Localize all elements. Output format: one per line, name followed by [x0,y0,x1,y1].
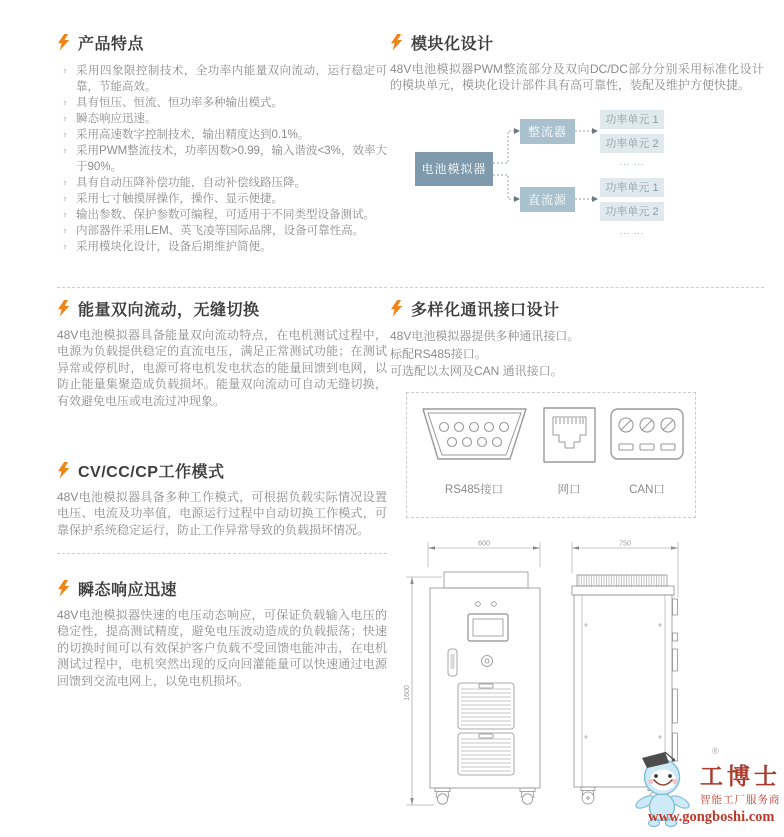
feature-text: 采用模块化设计，设备后期维护简便。 [76,241,272,253]
lightning-icon [390,300,403,317]
feature-list [57,63,387,255]
dimension-width-label: 600 [478,540,490,548]
section-title: 产品特点 [78,35,145,53]
bullet-marker: › [63,97,67,109]
dimension-depth-label: 750 [619,540,631,548]
ports-panel [406,392,696,518]
lightning-icon [390,34,403,51]
section-body: 48V电池模拟器具备能量双向流动特点，在电机测试过程中，电源为负载提供稳定的直流电压，满足正常测试功能；在测试异常或停机时，电源可将电机发电状态的能量回馈到电网，以防止能量集聚造成负载损坏。能量双向流动可自动无缝切换，有效避免电压或电流过冲现象。 [57,328,387,408]
section-comm [390,298,764,381]
right-column [390,32,764,832]
list-item [63,143,387,175]
lightning-icon [57,580,70,597]
list-item [63,63,387,95]
section-energy [57,298,387,409]
feature-text: 输出参数、保护参数可编程，可适用于不同类型设备测试。 [76,209,375,221]
section-divider [57,553,387,554]
feature-text: 具有自动压降补偿功能，自动补偿线路压降。 [76,177,306,189]
section-transient [57,578,387,689]
diagram-branch-box-dc-source: 直流源 [520,187,575,212]
diagram-ellipsis: ... ... [619,156,645,167]
list-item [63,191,387,207]
diagram-ellipsis: ... ... [619,225,645,236]
lightning-icon [57,300,70,317]
section-header [390,32,764,52]
section-header [57,298,387,318]
section-modes [57,460,387,538]
bullet-marker: › [63,177,67,189]
section-features [57,32,387,255]
diagram-unit-box: 功率单元 1 [600,178,664,197]
dimension-height-label: 1600 [404,685,411,701]
feature-text: 内部器件采用LEM、英飞凌等国际品牌，设备可靠性高。 [76,225,365,237]
bullet-marker: › [63,193,67,205]
feature-text: 采用高速数字控制技术，输出精度达到0.1%。 [76,129,310,141]
bullet-marker: › [63,225,67,237]
port-label-can: CAN口 [629,484,665,496]
db9-connector-icon [423,409,526,459]
comm-line: 48V电池模拟器提供多种通讯接口。 [390,329,580,343]
lightning-icon [57,34,70,51]
section-modular [390,32,764,256]
diagram-unit-box: 功率单元 2 [600,202,664,221]
section-title: 多样化通讯接口设计 [411,301,560,319]
list-item [63,223,387,239]
comm-line: 标配RS485接口。 [390,346,487,361]
front-view-drawing [406,542,540,805]
diagram-branch-box-rectifier: 整流器 [520,119,575,144]
diagram-root-box: 电池模拟器 [415,152,493,186]
section-body: 48V电池模拟器具备多种工作模式，可根据负载实际情况设置电压、电流及功率值，电源运行过程中自动切换工作模式，可靠保护系统稳定运行，防止工作异常导致的负载损坏情况。 [57,490,387,537]
can-port-icon [611,409,683,459]
section-title: 模块化设计 [411,35,494,53]
section-body: 48V电池模拟器PWM整流部分及双向DC/DC部分分别采用标准化设计的模块单元，模块化设计部件具有高可靠性，装配及维护方便快捷。 [390,62,764,93]
list-item [63,207,387,223]
list-item [63,127,387,143]
section-title: CV/CC/CP工作模式 [78,463,225,481]
list-item [63,95,387,111]
feature-text: 具有恒压、恒流、恒功率多种输出模式。 [76,97,283,109]
comm-text [390,328,764,381]
bullet-marker: › [63,65,67,77]
port-connectors [407,403,695,475]
section-header [390,298,764,318]
feature-text: 采用七寸触摸屏操作，操作、显示便捷。 [76,193,283,205]
section-title: 瞬态响应迅速 [78,581,178,599]
section-header [57,578,387,598]
left-column [57,32,387,822]
bullet-marker: › [63,145,67,157]
registered-mark: ® [712,746,719,756]
port-label-rs485: RS485接口 [444,484,504,496]
diagram-unit-box: 功率单元 2 [600,134,664,153]
bullet-marker: › [63,129,67,141]
feature-text: 采用四象限控制技术，全功率内能量双向流动，运行稳定可靠，节能高效。 [76,65,387,93]
modular-block-diagram [390,108,764,256]
bullet-marker: › [63,113,67,125]
gongboshi-watermark [630,748,784,834]
diagram-unit-box: 功率单元 1 [600,110,664,129]
comm-line: 可选配以太网及CAN 通讯接口。 [390,364,563,378]
brand-tagline: 智能工厂服务商 [700,794,781,806]
list-item [63,175,387,191]
section-divider [390,287,764,288]
feature-text: 采用PWM整流技术，功率因数>0.99，输入谐波<3%，效率大于90%。 [76,145,387,173]
bullet-marker: › [63,209,67,221]
list-item [63,239,387,255]
section-divider [57,287,387,288]
section-header [57,460,387,480]
brand-name: 工博士 [700,764,781,789]
ethernet-port-icon [544,408,595,462]
feature-text: 瞬态响应迅速。 [76,113,157,125]
brand-url: www.gongboshi.com [648,809,775,825]
bullet-marker: › [63,241,67,253]
port-label-ethernet: 网口 [557,484,581,496]
section-body: 48V电池模拟器快速的电压动态响应，可保证负载输入电压的稳定性，提高测试精度，避免电压波动造成的负载振荡；快速的切换时间可以有效保护客户负载不受回馈电能冲击，在电机测试过程中，电机突然出现的反向回灌能量可以快速通过电源回馈到交流电网上，以免电机损坏。 [57,608,387,688]
section-title: 能量双向流动，无缝切换 [78,301,260,319]
list-item [63,111,387,127]
lightning-icon [57,462,70,479]
section-header [57,32,387,52]
